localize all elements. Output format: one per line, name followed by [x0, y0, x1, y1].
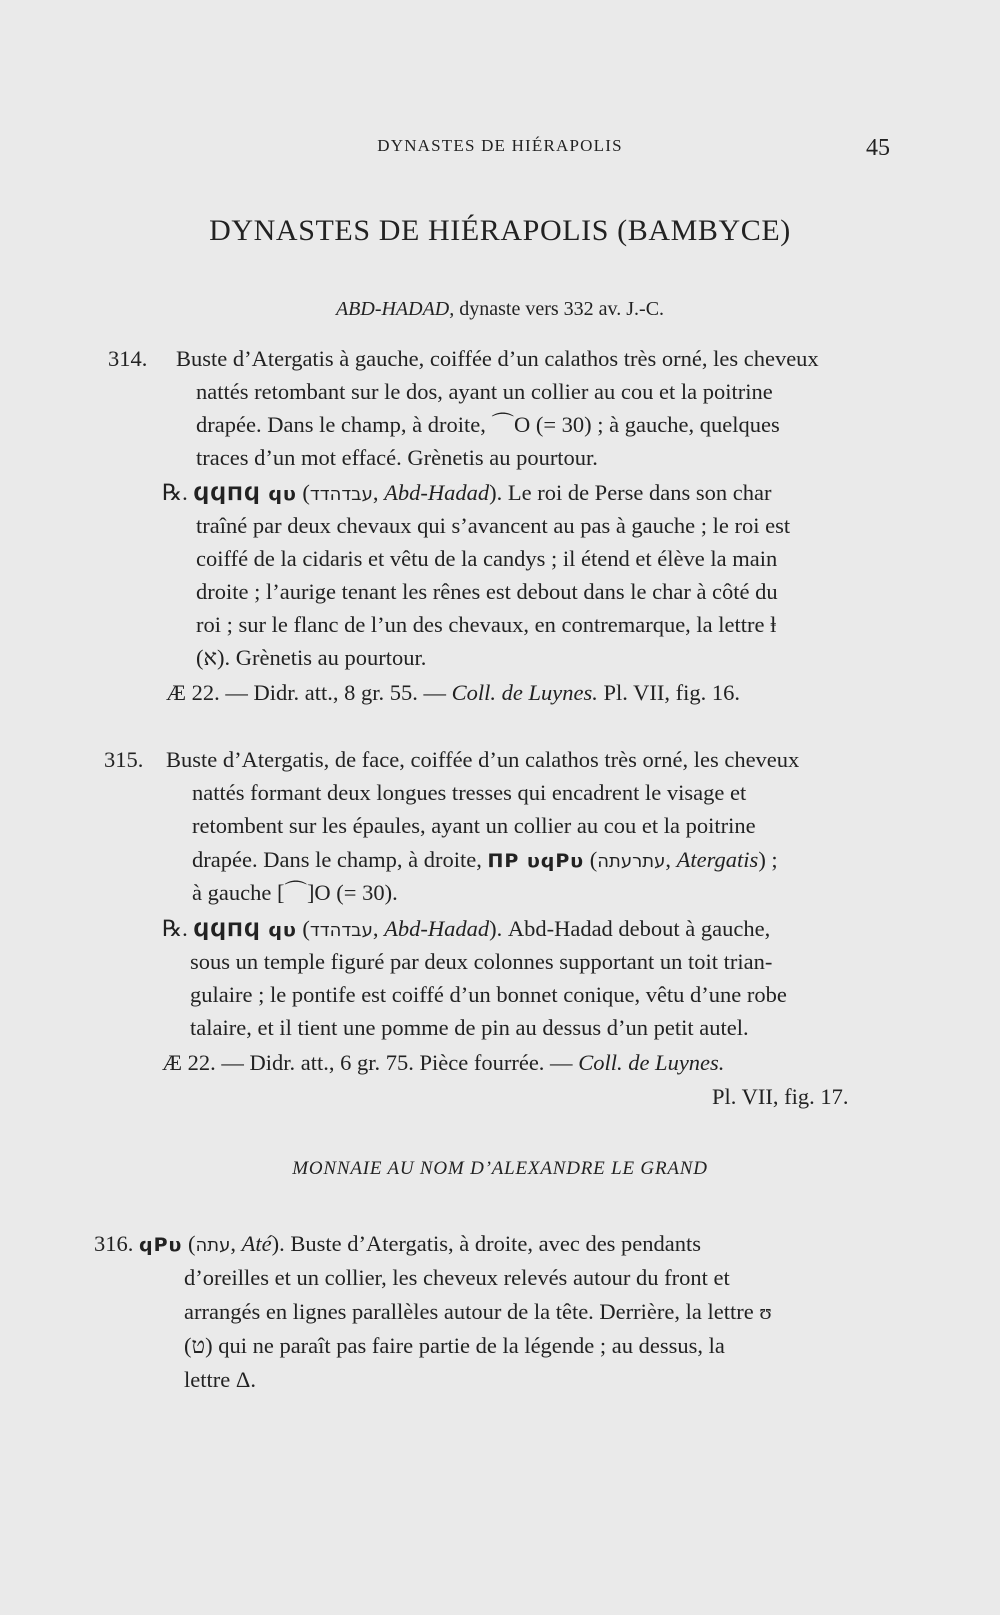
reverse-line: ℞. ϤϤΠϤ ϥυ (עבדהדד, Abd-Hadad). Abd-Hadad debout à gauche,: [162, 916, 771, 941]
text-line: d’oreilles et un collier, les cheveux relevés autour du front et: [184, 1265, 730, 1290]
entry-number: 315.: [104, 747, 144, 772]
entry-number: 314.: [108, 346, 148, 371]
legend-hebrew: עבדהדד: [309, 484, 373, 505]
plate-ref: Pl. VII, fig. 17.: [712, 1084, 849, 1109]
text-line: . Abd-Hadad debout à gauche,: [496, 916, 771, 941]
entry-footer: [162, 1046, 724, 1079]
text-line: nattés retombant sur le dos, ayant un collier au cou et la poitrine: [196, 379, 773, 404]
legend-old-script: ϤϤΠϤ ϥυ: [193, 483, 297, 505]
running-head: DYNASTES DE HIÉRAPOLIS: [377, 136, 623, 155]
reverse-mark: ℞.: [162, 480, 188, 505]
page-title: DYNASTES DE HIÉRAPOLIS (BAMBYCE): [209, 214, 791, 247]
text-line: coiffé de la cidaris et vêtu de la candys ; il étend et élève la main: [196, 546, 778, 571]
text-line: drapée. Dans le champ, à droite, ΠΡ υϥΡυ (עתרעתה, Atergatis) ;: [192, 847, 778, 872]
page-number: 45: [866, 135, 890, 161]
legend-translit: Abd-Hadad: [384, 480, 490, 505]
text-line: lettre Δ.: [184, 1367, 256, 1392]
text-line: à gauche [⌒]O (= 30).: [192, 880, 398, 905]
text-line: droite ; l’aurige tenant les rênes est debout dans le char à côté du: [196, 579, 778, 604]
entry-number: 316.: [94, 1231, 134, 1256]
text-line: Buste d’Atergatis, de face, coiffée d’un calathos très orné, les cheveux: [166, 747, 800, 772]
text-line: . Le roi de Perse dans son char: [496, 480, 772, 505]
collection: Coll. de Luynes.: [578, 1050, 725, 1075]
text-line: retombent sur les épaules, ayant un collier au cou et la poitrine: [192, 813, 756, 838]
text-line: traîné par deux chevaux qui s’avancent au pas à gauche ; le roi est: [196, 513, 791, 538]
legend-translit: Atergatis: [676, 847, 759, 872]
text-line: 316. ϥΡυ (עתה, Até). Buste d’Atergatis, à droite, avec des pendants: [94, 1231, 702, 1256]
dynast-date: dynaste vers 332 av. J.-C.: [454, 298, 665, 320]
text-line: traces d’un mot effacé. Grènetis au pourtour.: [196, 445, 598, 470]
metal-mark: Æ: [162, 1050, 183, 1075]
text-line: (ט) qui ne paraît pas faire partie de la légende ; au dessus, la: [184, 1333, 725, 1358]
footer-text: 22. — Didr. att., 8 gr. 55. —: [186, 680, 452, 705]
legend-hebrew: עתה: [195, 1235, 231, 1256]
metal-mark: Æ: [166, 680, 187, 705]
entry-footer: [166, 676, 740, 709]
text-line: talaire, et il tient une pomme de pin au dessus d’un petit autel.: [190, 1015, 749, 1040]
collection: Coll. de Luynes.: [451, 680, 598, 705]
text-line: sous un temple figuré par deux colonnes supportant un toit trian-: [190, 949, 773, 974]
text-line: gulaire ; le pontife est coiffé d’un bonnet conique, vêtu d’une robe: [190, 982, 787, 1007]
text-line: roi ; sur le flanc de l’un des chevaux, en contremarque, la lettre ⱡ: [196, 612, 777, 637]
legend-translit: Abd-Hadad: [384, 916, 490, 941]
text-fragment: . Buste d’Atergatis, à droite, avec des pendants: [279, 1231, 702, 1256]
text-line: drapée. Dans le champ, à droite, ⌒O (= 30) ; à gauche, quelques: [196, 412, 780, 437]
legend-hebrew: עתרעתה: [597, 851, 666, 872]
dynast-name: ABD-HADAD,: [335, 298, 455, 320]
text-fragment: drapée. Dans le champ, à droite,: [192, 847, 488, 872]
reverse-mark: ℞.: [162, 916, 188, 941]
legend-old-script: ϥΡυ: [139, 1234, 183, 1256]
dynast-subtitle: [0, 298, 1000, 321]
legend-old-script: ΠΡ υϥΡυ: [487, 850, 585, 872]
text-line: (א). Grènetis au pourtour.: [196, 645, 427, 670]
plate-ref: Pl. VII, fig. 16.: [597, 680, 740, 705]
text-line: nattés formant deux longues tresses qui encadrent le visage et: [192, 780, 747, 805]
legend-translit: Até: [241, 1231, 272, 1256]
text-line: arrangés en lignes parallèles autour de la tête. Derrière, la lettre ʊ: [184, 1299, 772, 1324]
text-line: Buste d’Atergatis à gauche, coiffée d’un calathos très orné, les cheveux: [176, 346, 819, 371]
legend-hebrew: עבדהדד: [309, 920, 373, 941]
section-title: MONNAIE AU NOM D’ALEXANDRE LE GRAND: [292, 1158, 708, 1179]
legend-old-script: ϤϤΠϤ ϥυ: [193, 919, 297, 941]
reverse-line: ℞. ϤϤΠϤ ϥυ (עבדהדד, Abd-Hadad). Le roi de Perse dans son char: [162, 480, 772, 505]
footer-text: 22. — Didr. att., 6 gr. 75. Pièce fourrée. —: [182, 1050, 579, 1075]
